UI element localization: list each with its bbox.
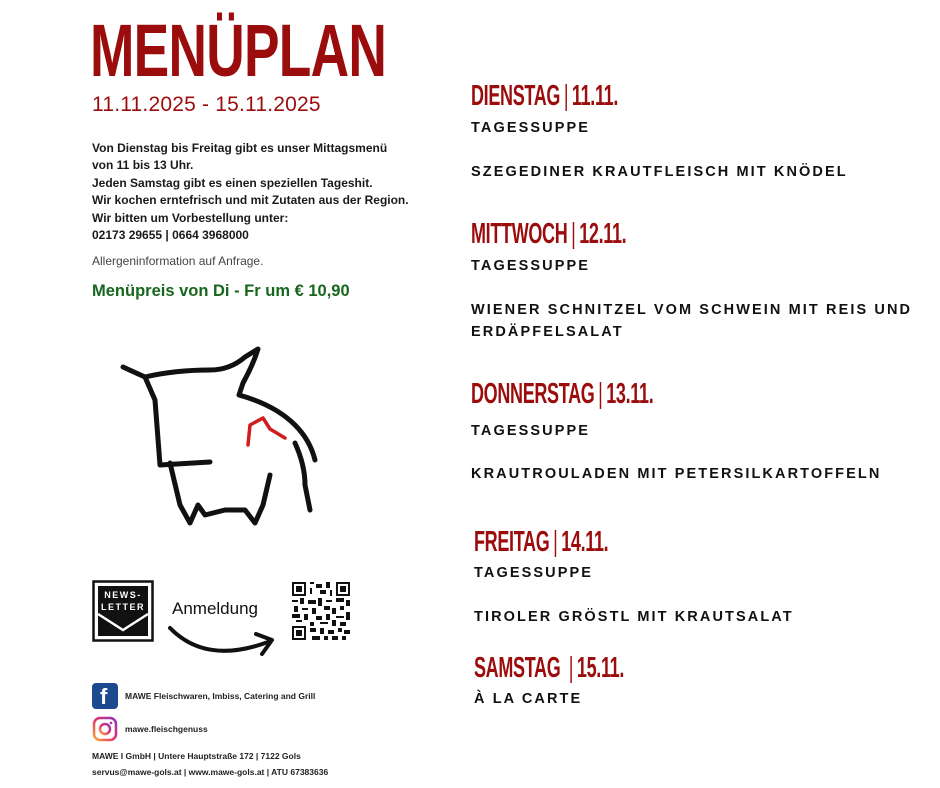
bull-logo-icon [115, 345, 325, 535]
price-note: Menüpreis von Di - Fr um € 10,90 [92, 282, 350, 300]
menu-item: SZEGEDINER KRAUTFLEISCH MIT KNÖDEL [471, 164, 848, 180]
intro-line: von 11 bis 13 Uhr. [92, 158, 194, 173]
day-heading-mittwoch [471, 219, 626, 249]
day-name: MITTWOCH [471, 218, 568, 250]
intro-line: Von Dienstag bis Freitag gibt es unser Mittagsmenü [92, 141, 388, 155]
facebook-link[interactable]: MAWE Fleischwaren, Imbiss, Catering and Grill [125, 691, 316, 701]
intro-text [92, 140, 442, 244]
newsletter-icon[interactable] [92, 580, 154, 642]
day-heading-donnerstag [471, 379, 653, 409]
date-range: 11.11.2025 - 15.11.2025 [92, 93, 321, 116]
company-contact: servus@mawe-gols.at | www.mawe-gols.at | ATU 67383636 [92, 767, 329, 777]
menu-item: TAGESSUPPE [474, 565, 594, 581]
separator: | [598, 378, 603, 410]
separator: | [571, 218, 576, 250]
arrow-icon [166, 620, 278, 660]
day-heading-dienstag [471, 81, 618, 111]
separator: | [563, 80, 569, 112]
allergen-note: Allergeninformation auf Anfrage. [92, 254, 264, 268]
company-address: MAWE I GmbH | Untere Hauptstraße 172 | 7122 Gols [92, 751, 301, 761]
day-date: 12.11. [579, 218, 627, 250]
phone-numbers: 02173 29655 | 0664 3968000 [92, 228, 249, 243]
menu-item: KRAUTROULADEN MIT PETERSILKARTOFFELN [471, 466, 882, 482]
day-name: DONNERSTAG [471, 378, 595, 410]
day-date: 13.11. [606, 378, 654, 410]
day-date: 14.11. [561, 526, 609, 558]
intro-line: Wir bitten um Vorbestellung unter: [92, 210, 289, 225]
separator: | [553, 526, 558, 558]
day-name: FREITAG [474, 526, 550, 558]
day-heading-samstag [474, 653, 624, 683]
instagram-link[interactable]: mawe.fleischgenuss [125, 724, 208, 734]
day-date: 15.11. [576, 652, 625, 684]
day-heading-freitag [474, 527, 608, 557]
newsletter-signup-label: Anmeldung [172, 599, 259, 618]
menu-item: WIENER SCHNITZEL VOM SCHWEIN MIT REIS UND [471, 302, 913, 318]
menu-item: TAGESSUPPE [471, 120, 591, 136]
facebook-icon[interactable]: f [92, 683, 118, 709]
menu-item: ERDÄPFELSALAT [471, 324, 624, 340]
menu-item: TAGESSUPPE [471, 423, 591, 439]
menu-item: TAGESSUPPE [471, 258, 591, 274]
newsletter-icon-text: LETTER [101, 602, 145, 612]
separator: | [568, 652, 574, 684]
day-name: DIENSTAG [471, 80, 561, 112]
intro-line: Jeden Samstag gibt es einen speziellen Tageshit. [92, 175, 373, 190]
newsletter-icon-text: NEWS- [104, 590, 142, 600]
day-date: 11.11. [571, 80, 619, 112]
menu-item: À LA CARTE [474, 691, 583, 707]
page-title: MENÜPLAN [90, 9, 387, 92]
day-name: SAMSTAG [474, 652, 566, 684]
instagram-icon[interactable] [92, 716, 118, 742]
menu-item: TIROLER GRÖSTL MIT KRAUTSALAT [474, 609, 794, 625]
qr-code-icon[interactable] [292, 582, 350, 640]
intro-line: Wir kochen erntefrisch und mit Zutaten aus der Region. [92, 193, 409, 208]
